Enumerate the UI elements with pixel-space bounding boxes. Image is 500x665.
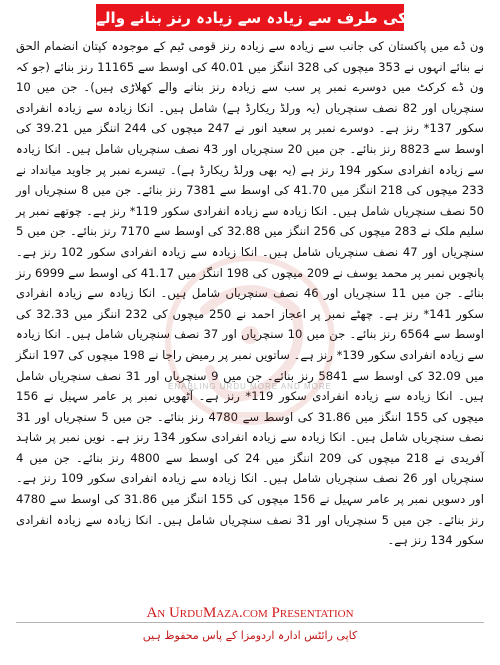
page-title: پاکستان کی طرف سے زیادہ سے زیادہ رنز بنانے والے بیٹسمین xyxy=(28,8,472,27)
footer-divider xyxy=(16,622,484,623)
presentation-credit: An UrduMaza.com Presentation xyxy=(146,605,354,621)
article-body xyxy=(16,36,484,606)
copyright-notice: کاپی رائٹس ادارہ اردومزا کے پاس محفوظ ہیں xyxy=(142,629,358,642)
title-banner xyxy=(28,4,472,31)
article-paragraph: ون ڈے میں پاکستان کی جانب سے زیادہ سے زیادہ رنز قومی ٹیم کے موجودہ کپتان انضمام الحق نے بنائے انہوں نے 353 میچوں کی 328 اننگز میں 40.01 کی اوسط سے 11165 رنز بنائے (جو کہ ون ڈے کرکٹ میں دوسرے نمبر پر سب سے زیادہ رنز بنانے والے کھلاڑی ہیں)۔ جن میں 10 سنچریاں اور 82 نصف سنچریاں (یہ ورلڈ ریکارڈ ہے) شامل ہیں۔ انکا زیادہ سے زیادہ انفرادی سکور 137* رنز ہے۔ دوسرے نمبر پر سعید انور نے 247 میچوں کی 244 اننگز میں 39.21 کی اوسط سے 8823 رنز بنائے۔ جن میں 20 سنچریاں اور 43 نصف سنچریاں شامل ہیں۔ انکا زیادہ سے زیادہ انفرادی سکور 194 رنز ہے (یہ بھی ورلڈ ریکارڈ ہے)۔ تیسرے نمبر پر جاوید میانداد نے 233 میچوں کی 218 اننگز میں 41.70 کی اوسط سے 7381 رنز بنائے۔ جن میں 8 سنچریاں اور 50 نصف سنچریاں شامل ہیں۔ انکا زیادہ سے زیادہ انفرادی سکور 119* رنز ہے۔ چوتھے نمبر پر سلیم ملک نے 283 میچوں کی 256 اننگز میں 32.88 کی اوسط سے 7170 رنز بنائے۔ جن میں 5 سنچریاں اور 47 نصف سنچریاں شامل ہیں۔ انکا زیادہ سے زیادہ انفرادی سکور 102 رنز ہے۔ پانچویں نمبر پر محمد یوسف نے 209 میچوں کی 198 اننگز میں 41.17 کی اوسط سے 6999 رنز بنائے۔ جن میں 11 سنچریاں اور 46 نصف سنچریاں شامل ہیں۔ انکا زیادہ سے زیادہ انفرادی سکور 141* رنز ہے۔ چھٹے نمبر پر اعجاز احمد نے 250 میچوں کی 232 اننگز میں 32.33 کی اوسط سے 6564 رنز بنائے۔ جن میں 10 سنچریاں اور 37 نصف سنچریاں شامل ہیں۔ انکا زیادہ سے زیادہ انفرادی سکور 139* رنز ہے۔ ساتویں نمبر پر رمیض راجا نے 198 میچوں کی 197 اننگز میں 32.09 کی اوسط سے 5841 رنز بنائے۔ جن میں 9 سنچریاں اور 31 نصف سنچریاں شامل ہیں۔ انکا زیادہ سے زیادہ انفرادی سکور 119* رنز ہے۔ آٹھویں نمبر پر عامر سہیل نے 156 میچوں کی 155 اننگز میں 31.86 کی اوسط سے 4780 رنز بنائے۔ جن میں 5 سنچریاں اور 31 نصف سنچریاں شامل ہیں۔ انکا زیادہ سے زیادہ انفرادی سکور 134 رنز ہے۔ نویں نمبر پر شاہد آفریدی نے 218 میچوں کی 209 اننگز میں 24 کی اوسط سے 4800 رنز بنائے۔ جن میں 4 سنچریاں اور 26 نصف سنچریاں شامل ہیں۔ انکا زیادہ سے زیادہ انفرادی سکور 109 رنز ہے۔ اور دسویں نمبر پر عامر سہیل نے 156 میچوں کی 155 اننگز میں 31.86 کی اوسط سے 4780 رنز بنائے۔ جن میں 5 سنچریاں اور 31 نصف سنچریاں شامل ہیں۔ انکا زیادہ سے زیادہ انفرادی سکور 134 رنز ہے۔ xyxy=(16,39,485,548)
watermark-tagline: ENABLING URDU MORE AND MORE xyxy=(168,382,332,391)
